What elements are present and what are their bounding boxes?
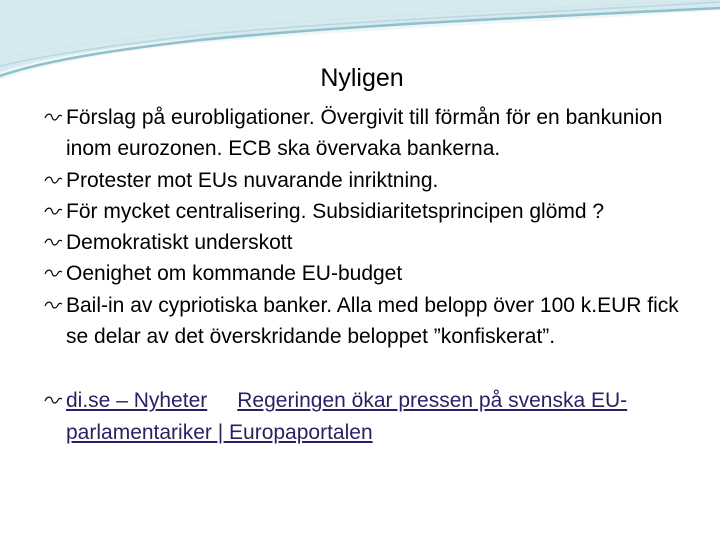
bullet-text: För mycket centralisering. Subsidiaritetsprincipen glömd ?: [66, 199, 605, 223]
slide-content: [44, 102, 704, 448]
link-europaportalen-article[interactable]: Regeringen ökar pressen på svenska EU-parlamentariker | Europaportalen: [66, 389, 628, 444]
curly-bullet-icon: [44, 111, 63, 124]
bullet-text: Demokratiskt underskott: [66, 231, 293, 255]
bullet-text: Förslag på eurobligationer. Övergivit till förmån för en bankunion inom eurozonen. ECB ska övervaka bankerna.: [66, 106, 663, 161]
bullet-item: [44, 165, 704, 196]
curly-bullet-icon: [44, 174, 63, 187]
bullet-item: [44, 102, 704, 165]
curly-bullet-icon: [44, 299, 63, 312]
bullet-item: [44, 258, 704, 289]
bullet-text: Protester mot EUs nuvarande inriktning.: [66, 168, 439, 192]
curly-bullet-icon: [44, 394, 63, 407]
curly-bullet-icon: [44, 267, 63, 280]
bullet-item: [44, 196, 704, 227]
curly-bullet-icon: [44, 205, 63, 218]
curly-bullet-icon: [44, 236, 63, 249]
link-di-se-nyheter[interactable]: di.se – Nyheter: [66, 389, 208, 413]
bullet-item: [44, 290, 704, 353]
slide-title: Nyligen: [320, 64, 404, 92]
bullet-item: [44, 227, 704, 258]
bullet-text: Bail-in av cypriotiska banker. Alla med belopp över 100 k.EUR fick se delar av det överskridande beloppet ”konfiskerat”.: [66, 293, 679, 349]
bullet-text: Oenighet om kommande EU-budget: [66, 262, 403, 286]
link-bullet-item: [44, 385, 704, 448]
